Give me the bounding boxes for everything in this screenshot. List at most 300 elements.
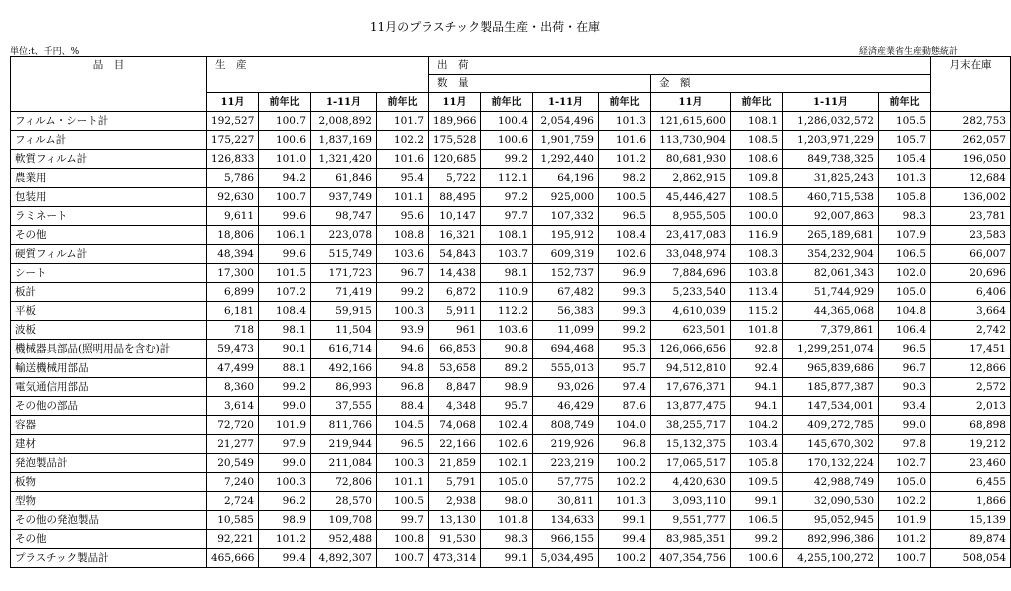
- table-cell: 145,670,302: [783, 435, 879, 454]
- table-cell: 105.5: [879, 112, 931, 131]
- sub-header: 1-11月: [783, 93, 879, 112]
- table-cell: 94,512,810: [651, 359, 731, 378]
- table-row: [11, 454, 1011, 473]
- table-cell: 7,240: [207, 473, 259, 492]
- table-cell: 101.9: [259, 416, 311, 435]
- table-row: [11, 112, 1011, 131]
- table-cell: 67,482: [533, 283, 599, 302]
- table-cell: 152,737: [533, 264, 599, 283]
- table-cell: 23,460: [931, 454, 1011, 473]
- table-row: [11, 302, 1011, 321]
- table-cell: 7,379,861: [783, 321, 879, 340]
- table-cell: 99.0: [259, 454, 311, 473]
- table-cell: 97.9: [259, 435, 311, 454]
- table-cell: 94.1: [731, 378, 783, 397]
- table-cell: 108.4: [259, 302, 311, 321]
- table-cell: 192,527: [207, 112, 259, 131]
- table-cell: 92,007,863: [783, 207, 879, 226]
- table-cell: 44,365,068: [783, 302, 879, 321]
- table-cell: 42,988,749: [783, 473, 879, 492]
- table-cell: 92,221: [207, 530, 259, 549]
- table-cell: 15,132,375: [651, 435, 731, 454]
- table-cell: 94.6: [377, 340, 429, 359]
- table-cell: 100.2: [599, 549, 651, 568]
- table-cell: 66,853: [429, 340, 481, 359]
- table-cell: 98.0: [481, 492, 533, 511]
- table-cell: 101.1: [377, 473, 429, 492]
- table-cell: 108.8: [377, 226, 429, 245]
- table-cell: 99.1: [481, 549, 533, 568]
- table-cell: 51,744,929: [783, 283, 879, 302]
- table-cell: 5,911: [429, 302, 481, 321]
- table-cell: 99.4: [599, 530, 651, 549]
- table-cell: 113.4: [731, 283, 783, 302]
- table-cell: 90.3: [879, 378, 931, 397]
- table-cell: 126,066,656: [651, 340, 731, 359]
- table-cell: 6,899: [207, 283, 259, 302]
- table-cell: 102.6: [481, 435, 533, 454]
- table-cell: 811,766: [311, 416, 377, 435]
- table-cell: 7,884,696: [651, 264, 731, 283]
- table-cell: 30,811: [533, 492, 599, 511]
- table-cell: 72,720: [207, 416, 259, 435]
- table-cell: 102.4: [481, 416, 533, 435]
- table-cell: 465,666: [207, 549, 259, 568]
- table-cell: 106.5: [879, 245, 931, 264]
- row-label: その他: [11, 530, 207, 549]
- table-cell: 21,859: [429, 454, 481, 473]
- table-cell: 17,300: [207, 264, 259, 283]
- table-cell: 4,892,307: [311, 549, 377, 568]
- table-cell: 4,348: [429, 397, 481, 416]
- table-row: [11, 169, 1011, 188]
- table-cell: 492,166: [311, 359, 377, 378]
- table-cell: 38,255,717: [651, 416, 731, 435]
- table-cell: 100.7: [259, 112, 311, 131]
- table-cell: 57,775: [533, 473, 599, 492]
- table-cell: 71,419: [311, 283, 377, 302]
- table-cell: 99.2: [731, 530, 783, 549]
- table-cell: 106.4: [879, 321, 931, 340]
- table-cell: 46,429: [533, 397, 599, 416]
- table-cell: 101.3: [879, 169, 931, 188]
- row-label: 輸送機械用部品: [11, 359, 207, 378]
- table-cell: 89,874: [931, 530, 1011, 549]
- row-label: 電気通信用部品: [11, 378, 207, 397]
- table-cell: 54,843: [429, 245, 481, 264]
- table-cell: 99.6: [259, 245, 311, 264]
- table-row: [11, 283, 1011, 302]
- table-cell: 102.1: [481, 454, 533, 473]
- table-cell: 72,806: [311, 473, 377, 492]
- row-label: その他の部品: [11, 397, 207, 416]
- table-cell: 1,299,251,074: [783, 340, 879, 359]
- row-label: 型物: [11, 492, 207, 511]
- table-cell: 21,277: [207, 435, 259, 454]
- row-label: 農業用: [11, 169, 207, 188]
- table-cell: 100.2: [599, 454, 651, 473]
- table-cell: 100.4: [481, 112, 533, 131]
- table-cell: 120,685: [429, 150, 481, 169]
- table-row: [11, 321, 1011, 340]
- table-cell: 66,007: [931, 245, 1011, 264]
- table-cell: 99.2: [377, 283, 429, 302]
- table-cell: 98.2: [599, 169, 651, 188]
- row-label: 平板: [11, 302, 207, 321]
- table-cell: 61,846: [311, 169, 377, 188]
- row-label: その他の発泡製品: [11, 511, 207, 530]
- table-cell: 97.2: [481, 188, 533, 207]
- sub-header: 11月: [207, 93, 259, 112]
- table-cell: 97.4: [599, 378, 651, 397]
- table-cell: 98.3: [879, 207, 931, 226]
- table-cell: 109.5: [731, 473, 783, 492]
- table-row: [11, 530, 1011, 549]
- table-row: [11, 473, 1011, 492]
- table-cell: 101.7: [377, 112, 429, 131]
- table-cell: 101.8: [731, 321, 783, 340]
- table-cell: 3,093,110: [651, 492, 731, 511]
- table-cell: 101.6: [377, 150, 429, 169]
- table-cell: 8,360: [207, 378, 259, 397]
- table-cell: 952,488: [311, 530, 377, 549]
- table-cell: 223,219: [533, 454, 599, 473]
- table-cell: 99.1: [599, 511, 651, 530]
- table-cell: 101.8: [481, 511, 533, 530]
- table-cell: 82,061,343: [783, 264, 879, 283]
- table-cell: 28,570: [311, 492, 377, 511]
- table-cell: 108.3: [731, 245, 783, 264]
- table-cell: 96.7: [879, 359, 931, 378]
- table-cell: 961: [429, 321, 481, 340]
- table-cell: 100.6: [259, 131, 311, 150]
- table-cell: 136,002: [931, 188, 1011, 207]
- table-cell: 104.2: [731, 416, 783, 435]
- table-cell: 98.9: [481, 378, 533, 397]
- table-cell: 109,708: [311, 511, 377, 530]
- table-cell: 105.0: [481, 473, 533, 492]
- row-label: 板計: [11, 283, 207, 302]
- row-label: 建材: [11, 435, 207, 454]
- table-cell: 9,611: [207, 207, 259, 226]
- table-cell: 101.0: [259, 150, 311, 169]
- table-cell: 616,714: [311, 340, 377, 359]
- table-cell: 100.0: [731, 207, 783, 226]
- table-cell: 100.6: [481, 131, 533, 150]
- table-cell: 11,504: [311, 321, 377, 340]
- table-cell: 718: [207, 321, 259, 340]
- table-cell: 8,847: [429, 378, 481, 397]
- table-cell: 2,054,496: [533, 112, 599, 131]
- table-cell: 195,912: [533, 226, 599, 245]
- table-cell: 113,730,904: [651, 131, 731, 150]
- table-cell: 92,630: [207, 188, 259, 207]
- table-cell: 83,985,351: [651, 530, 731, 549]
- sub-header: 前年比: [259, 93, 311, 112]
- table-row: [11, 378, 1011, 397]
- table-cell: 17,451: [931, 340, 1011, 359]
- table-cell: 87.6: [599, 397, 651, 416]
- row-label: 発泡製品計: [11, 454, 207, 473]
- table-cell: 88.4: [377, 397, 429, 416]
- table-cell: 12,684: [931, 169, 1011, 188]
- row-label: 容器: [11, 416, 207, 435]
- table-row: [11, 359, 1011, 378]
- table-cell: 107.2: [259, 283, 311, 302]
- table-cell: 5,722: [429, 169, 481, 188]
- table-cell: 5,233,540: [651, 283, 731, 302]
- table-cell: 147,534,001: [783, 397, 879, 416]
- table-cell: 265,189,681: [783, 226, 879, 245]
- table-cell: 101.2: [599, 150, 651, 169]
- table-cell: 1,286,032,572: [783, 112, 879, 131]
- table-cell: 88,495: [429, 188, 481, 207]
- table-cell: 2,572: [931, 378, 1011, 397]
- table-cell: 19,212: [931, 435, 1011, 454]
- table-cell: 937,749: [311, 188, 377, 207]
- table-cell: 103.6: [481, 321, 533, 340]
- table-cell: 95.7: [481, 397, 533, 416]
- table-cell: 925,000: [533, 188, 599, 207]
- table-cell: 92.4: [731, 359, 783, 378]
- table-cell: 96.5: [377, 435, 429, 454]
- table-cell: 6,455: [931, 473, 1011, 492]
- header-shipment: 出 荷: [429, 57, 931, 75]
- table-cell: 99.6: [259, 207, 311, 226]
- table-cell: 99.2: [599, 321, 651, 340]
- table-cell: 100.5: [599, 188, 651, 207]
- table-cell: 86,993: [311, 378, 377, 397]
- table-cell: 8,955,505: [651, 207, 731, 226]
- table-cell: 409,272,785: [783, 416, 879, 435]
- table-cell: 105.8: [731, 454, 783, 473]
- table-row: [11, 340, 1011, 359]
- table-cell: 45,446,427: [651, 188, 731, 207]
- table-cell: 892,996,386: [783, 530, 879, 549]
- table-cell: 97.8: [879, 435, 931, 454]
- table-cell: 37,555: [311, 397, 377, 416]
- sub-header: 前年比: [481, 93, 533, 112]
- table-cell: 103.8: [731, 264, 783, 283]
- table-cell: 93,026: [533, 378, 599, 397]
- table-cell: 189,966: [429, 112, 481, 131]
- table-cell: 89.2: [481, 359, 533, 378]
- table-cell: 105.0: [879, 283, 931, 302]
- table-cell: 99.0: [879, 416, 931, 435]
- table-row: [11, 416, 1011, 435]
- table-cell: 99.1: [731, 492, 783, 511]
- table-cell: 95.7: [599, 359, 651, 378]
- table-cell: 407,354,756: [651, 549, 731, 568]
- table-cell: 126,833: [207, 150, 259, 169]
- table-cell: 107.9: [879, 226, 931, 245]
- table-cell: 185,877,387: [783, 378, 879, 397]
- table-cell: 103.6: [377, 245, 429, 264]
- table-cell: 47,499: [207, 359, 259, 378]
- table-cell: 4,255,100,272: [783, 549, 879, 568]
- table-cell: 53,658: [429, 359, 481, 378]
- table-cell: 98.3: [481, 530, 533, 549]
- table-body: [11, 112, 1011, 568]
- sub-header: 前年比: [731, 93, 783, 112]
- table-cell: 110.9: [481, 283, 533, 302]
- sub-header: 11月: [429, 93, 481, 112]
- table-cell: 99.2: [481, 150, 533, 169]
- table-cell: 64,196: [533, 169, 599, 188]
- table-row: [11, 131, 1011, 150]
- row-label: 板物: [11, 473, 207, 492]
- table-cell: 282,753: [931, 112, 1011, 131]
- table-cell: 623,501: [651, 321, 731, 340]
- table-cell: 694,468: [533, 340, 599, 359]
- table-cell: 12,866: [931, 359, 1011, 378]
- table-cell: 95.4: [377, 169, 429, 188]
- table-cell: 102.7: [879, 454, 931, 473]
- table-cell: 6,872: [429, 283, 481, 302]
- table-cell: 515,749: [311, 245, 377, 264]
- table-cell: 105.8: [879, 188, 931, 207]
- table-cell: 96.7: [377, 264, 429, 283]
- table-cell: 96.5: [599, 207, 651, 226]
- table-cell: 13,130: [429, 511, 481, 530]
- table-cell: 48,394: [207, 245, 259, 264]
- table-cell: 100.7: [259, 188, 311, 207]
- row-label: シート: [11, 264, 207, 283]
- table-cell: 99.2: [259, 378, 311, 397]
- table-row: [11, 207, 1011, 226]
- table-cell: 5,791: [429, 473, 481, 492]
- table-cell: 112.2: [481, 302, 533, 321]
- sub-header: 前年比: [377, 93, 429, 112]
- table-cell: 100.3: [377, 454, 429, 473]
- table-row: [11, 397, 1011, 416]
- table-cell: 849,738,325: [783, 150, 879, 169]
- table-cell: 95.6: [377, 207, 429, 226]
- row-label: 硬質フィルム計: [11, 245, 207, 264]
- table-cell: 99.4: [259, 549, 311, 568]
- table-row: [11, 245, 1011, 264]
- table-cell: 95,052,945: [783, 511, 879, 530]
- table-cell: 609,319: [533, 245, 599, 264]
- table-cell: 108.6: [731, 150, 783, 169]
- table-cell: 98.1: [259, 321, 311, 340]
- table-cell: 107,332: [533, 207, 599, 226]
- table-cell: 108.5: [731, 131, 783, 150]
- unit-note: 単位:t、千円、%: [10, 47, 80, 57]
- table-cell: 2,862,915: [651, 169, 731, 188]
- table-cell: 106.1: [259, 226, 311, 245]
- table-cell: 6,181: [207, 302, 259, 321]
- table-cell: 100.7: [377, 549, 429, 568]
- row-label: ラミネート: [11, 207, 207, 226]
- row-label: フィルム・シート計: [11, 112, 207, 131]
- table-cell: 171,723: [311, 264, 377, 283]
- table-cell: 262,057: [931, 131, 1011, 150]
- table-cell: 460,715,538: [783, 188, 879, 207]
- table-cell: 101.3: [599, 492, 651, 511]
- table-cell: 10,585: [207, 511, 259, 530]
- table-cell: 100.3: [259, 473, 311, 492]
- table-row: [11, 549, 1011, 568]
- table-cell: 219,926: [533, 435, 599, 454]
- table-cell: 1,292,440: [533, 150, 599, 169]
- table-cell: 175,528: [429, 131, 481, 150]
- table-cell: 90.1: [259, 340, 311, 359]
- table-cell: 219,944: [311, 435, 377, 454]
- table-cell: 808,749: [533, 416, 599, 435]
- table-cell: 1,866: [931, 492, 1011, 511]
- table-cell: 508,054: [931, 549, 1011, 568]
- table-cell: 99.3: [599, 302, 651, 321]
- sub-header: 11月: [651, 93, 731, 112]
- table-cell: 97.7: [481, 207, 533, 226]
- table-cell: 102.0: [879, 264, 931, 283]
- table-cell: 99.0: [259, 397, 311, 416]
- table-cell: 223,078: [311, 226, 377, 245]
- statistics-table: [10, 56, 1011, 568]
- table-cell: 101.1: [377, 188, 429, 207]
- table-cell: 17,676,371: [651, 378, 731, 397]
- table-cell: 109.8: [731, 169, 783, 188]
- sub-header: 1-11月: [311, 93, 377, 112]
- table-cell: 94.8: [377, 359, 429, 378]
- table-cell: 20,549: [207, 454, 259, 473]
- table-cell: 101.6: [599, 131, 651, 150]
- table-cell: 68,898: [931, 416, 1011, 435]
- header-item: 品 目: [11, 57, 207, 112]
- table-cell: 104.8: [879, 302, 931, 321]
- table-cell: 108.4: [599, 226, 651, 245]
- table-cell: 100.7: [879, 549, 931, 568]
- table-cell: 56,383: [533, 302, 599, 321]
- table-cell: 2,724: [207, 492, 259, 511]
- table-cell: 108.5: [731, 188, 783, 207]
- row-label: プラスチック製品計: [11, 549, 207, 568]
- table-cell: 23,417,083: [651, 226, 731, 245]
- table-cell: 23,781: [931, 207, 1011, 226]
- page-title: 11月のプラスチック製品生産・出荷・在庫: [369, 20, 601, 34]
- table-row: [11, 150, 1011, 169]
- table-cell: 100.3: [377, 302, 429, 321]
- table-cell: 20,696: [931, 264, 1011, 283]
- source-note: 経済産業省生産動態統計: [858, 47, 958, 57]
- table-cell: 80,681,930: [651, 150, 731, 169]
- table-row: [11, 264, 1011, 283]
- table-cell: 101.2: [259, 530, 311, 549]
- table-cell: 4,610,039: [651, 302, 731, 321]
- sub-header: 前年比: [599, 93, 651, 112]
- table-cell: 96.5: [879, 340, 931, 359]
- table-cell: 175,227: [207, 131, 259, 150]
- table-cell: 88.1: [259, 359, 311, 378]
- table-cell: 94.1: [731, 397, 783, 416]
- table-cell: 1,203,971,229: [783, 131, 879, 150]
- table-cell: 102.6: [599, 245, 651, 264]
- table-cell: 103.7: [481, 245, 533, 264]
- table-cell: 100.8: [377, 530, 429, 549]
- row-label: 波板: [11, 321, 207, 340]
- table-cell: 196,050: [931, 150, 1011, 169]
- table-cell: 2,008,892: [311, 112, 377, 131]
- table-cell: 105.7: [879, 131, 931, 150]
- table-cell: 18,806: [207, 226, 259, 245]
- table-cell: 105.4: [879, 150, 931, 169]
- table-cell: 98,747: [311, 207, 377, 226]
- table-cell: 14,438: [429, 264, 481, 283]
- table-cell: 2,013: [931, 397, 1011, 416]
- table-cell: 5,786: [207, 169, 259, 188]
- table-cell: 94.2: [259, 169, 311, 188]
